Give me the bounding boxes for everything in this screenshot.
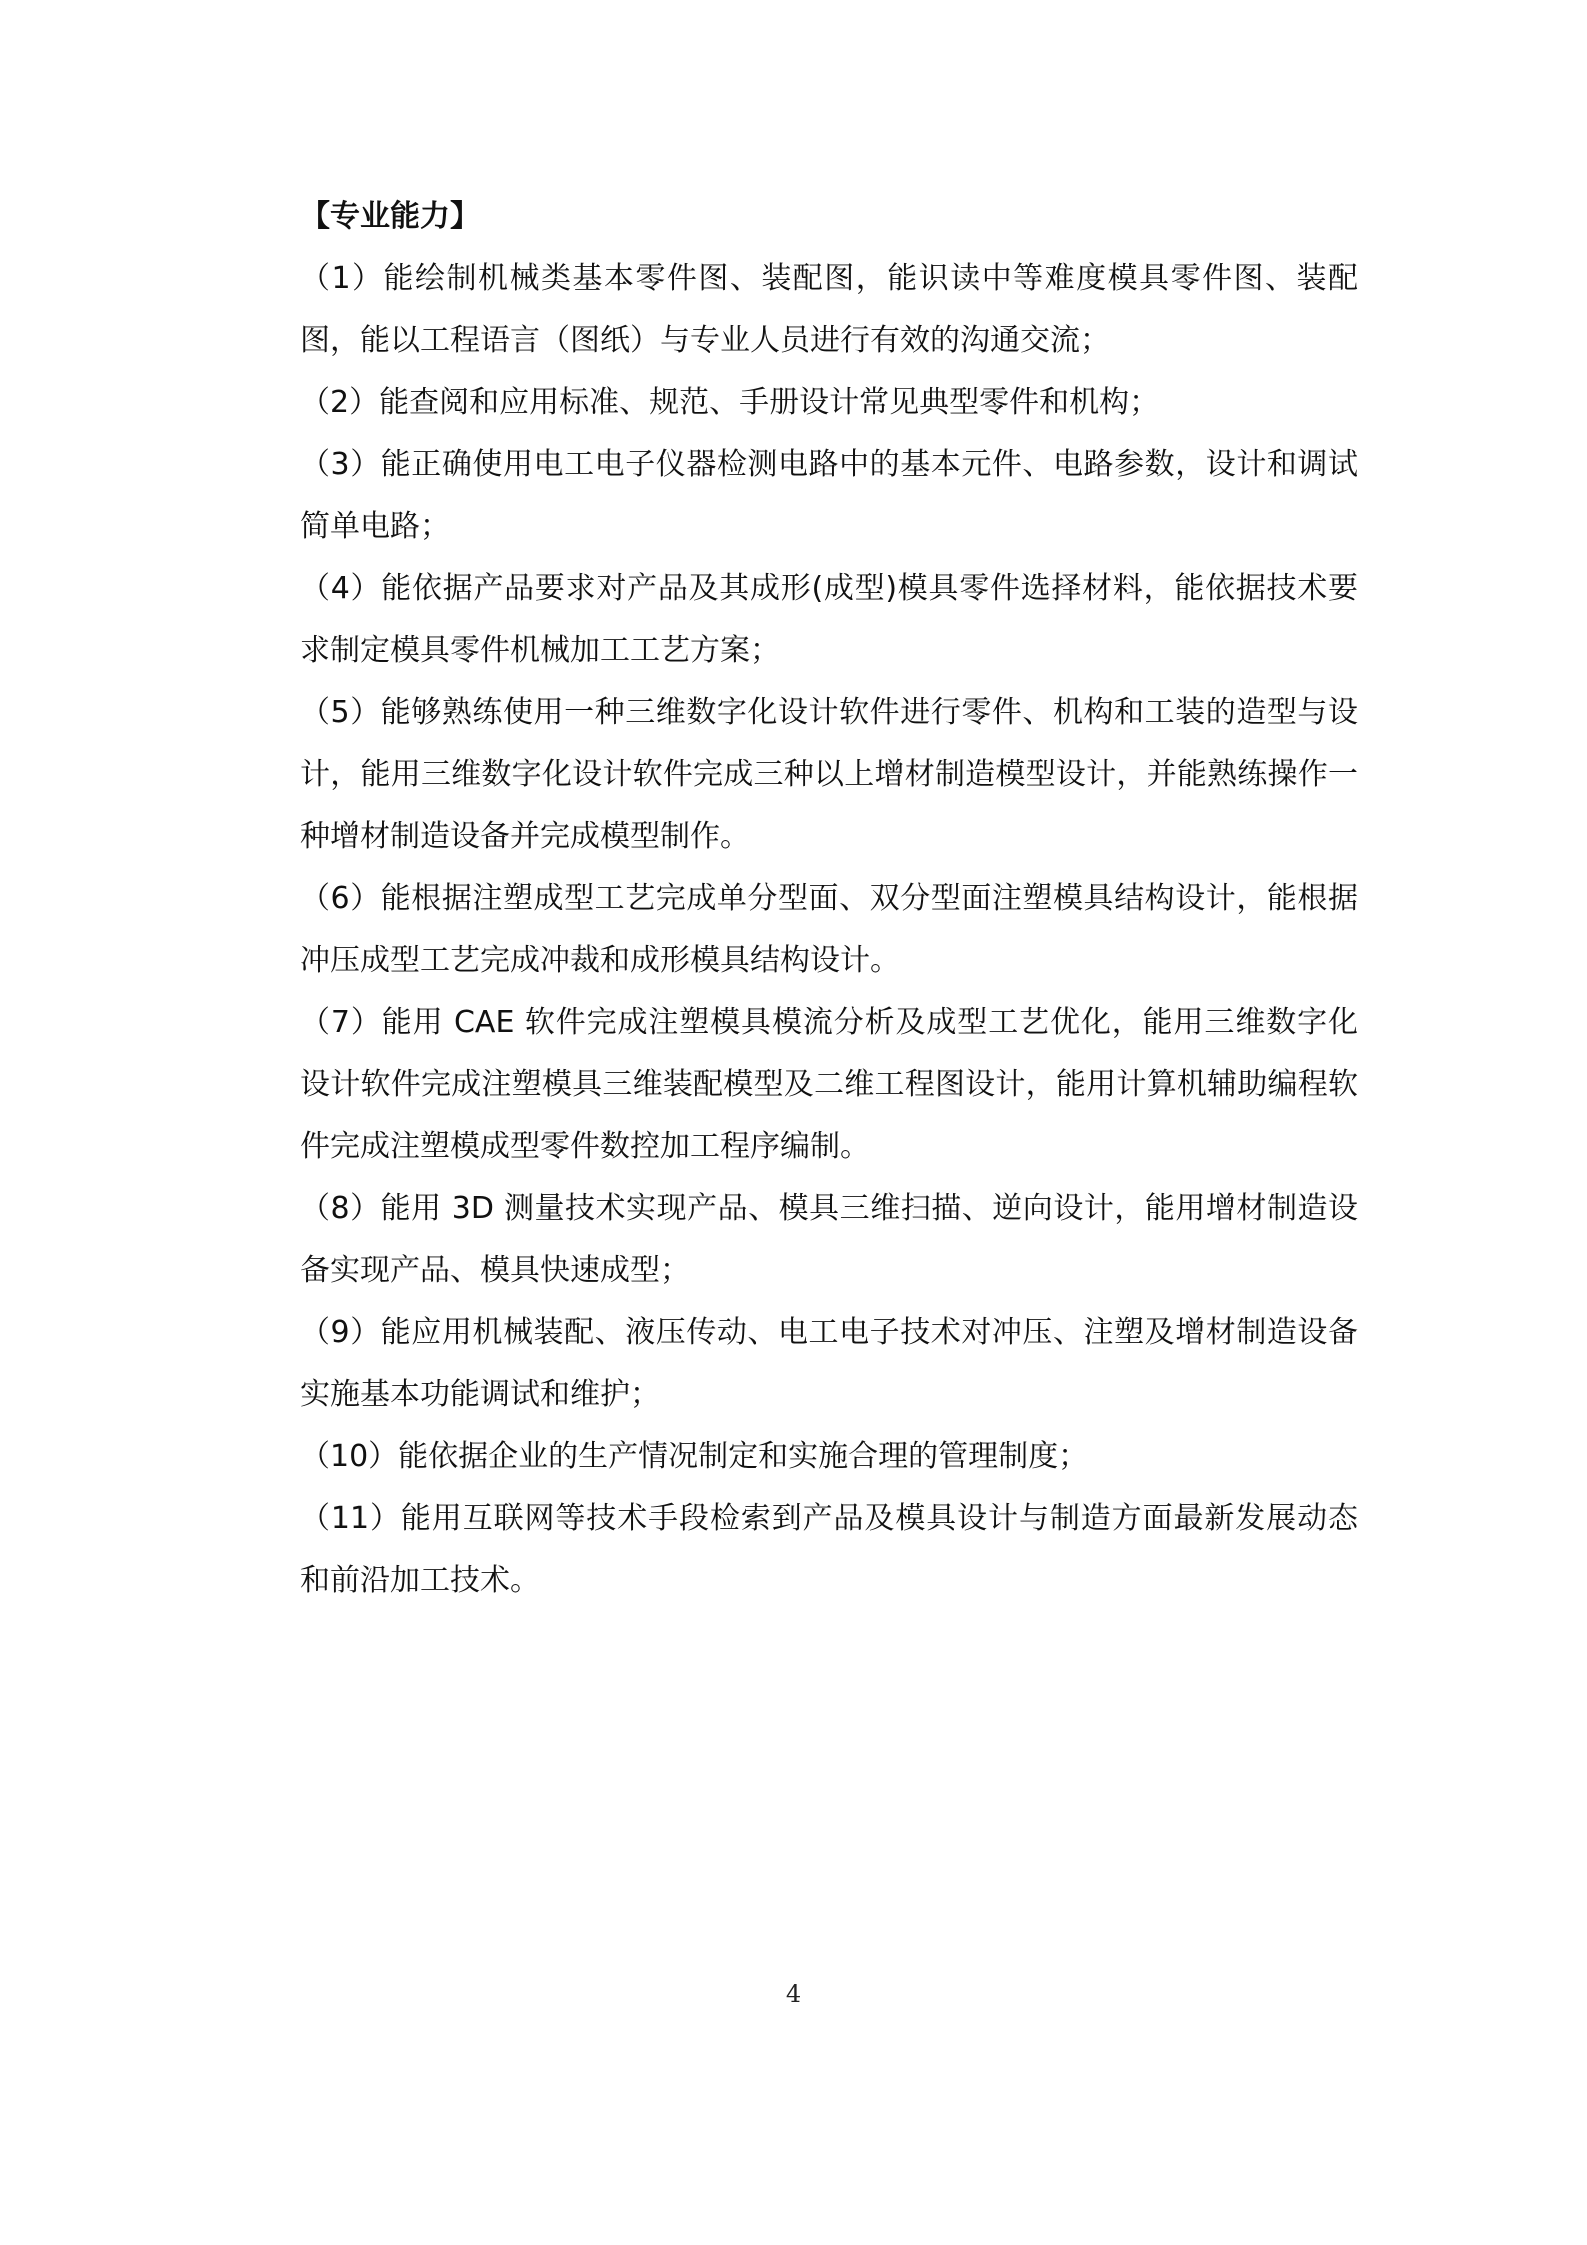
ability-item-6: （6）能根据注塑成型工艺完成单分型面、双分型面注塑模具结构设计，能根据冲压成型工艺完成冲裁和成形模具结构设计。 — [300, 881, 1358, 978]
ability-item-5: （5）能够熟练使用一种三维数字化设计软件进行零件、机构和工装的造型与设计，能用三维数字化设计软件完成三种以上增材制造模型设计，并能熟练操作一种增材制造设备并完成模型制作。 — [300, 695, 1358, 854]
ability-item-1: （1）能绘制机械类基本零件图、装配图，能识读中等难度模具零件图、装配图，能以工程语言（图纸）与专业人员进行有效的沟通交流； — [300, 261, 1358, 358]
section-heading: 【专业能力】 — [300, 199, 480, 234]
ability-item-3: （3）能正确使用电工电子仪器检测电路中的基本元件、电路参数，设计和调试简单电路； — [300, 447, 1358, 544]
ability-item-2: （2）能查阅和应用标准、规范、手册设计常见典型零件和机构； — [300, 385, 1160, 420]
page-number: 4 — [785, 1980, 802, 2008]
ability-item-8: （8）能用 3D 测量技术实现产品、模具三维扫描、逆向设计，能用增材制造设备实现产品、模具快速成型； — [300, 1191, 1358, 1288]
document-body — [300, 186, 1358, 1612]
ability-item-9: （9）能应用机械装配、液压传动、电工电子技术对冲压、注塑及增材制造设备实施基本功能调试和维护； — [300, 1315, 1358, 1412]
ability-item-4: （4）能依据产品要求对产品及其成形(成型)模具零件选择材料，能依据技术要求制定模具零件机械加工工艺方案； — [300, 571, 1358, 668]
ability-item-11: （11）能用互联网等技术手段检索到产品及模具设计与制造方面最新发展动态和前沿加工技术。 — [300, 1501, 1358, 1598]
ability-item-7: （7）能用 CAE 软件完成注塑模具模流分析及成型工艺优化，能用三维数字化设计软件完成注塑模具三维装配模型及二维工程图设计，能用计算机辅助编程软件完成注塑模成型零件数控加工程序编制。 — [300, 1005, 1358, 1164]
ability-item-10: （10）能依据企业的生产情况制定和实施合理的管理制度； — [300, 1439, 1089, 1474]
